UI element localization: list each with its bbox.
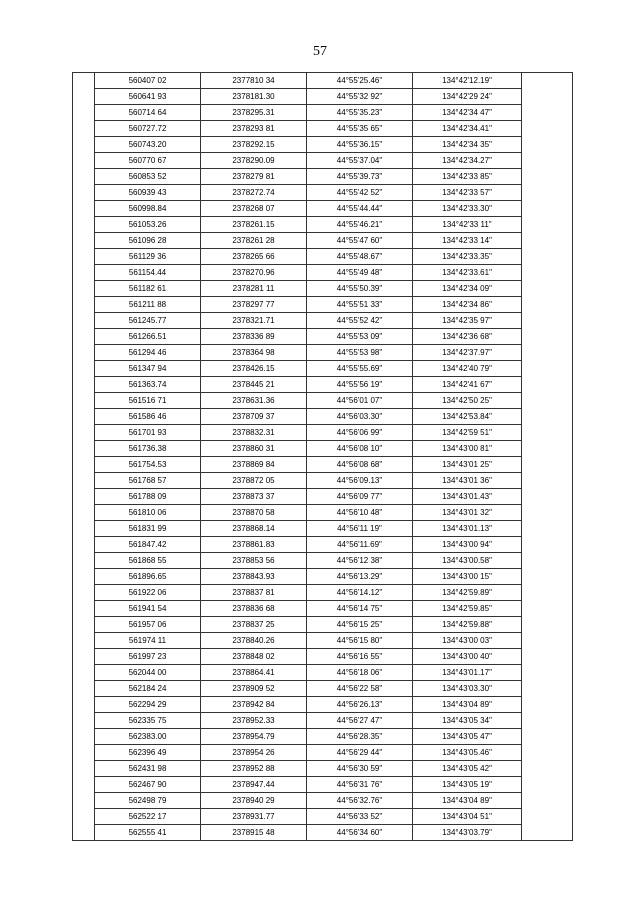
latitude-cell: 44°56'27 47" — [307, 713, 413, 729]
table-row — [73, 201, 573, 217]
longitude-cell: 134°43'05 47" — [413, 729, 522, 745]
latitude-cell: 44°55'44.44" — [307, 201, 413, 217]
longitude-cell: 134°42'33.30" — [413, 201, 522, 217]
table-row — [73, 777, 573, 793]
longitude-cell: 134°43'05 34" — [413, 713, 522, 729]
y-coordinate-cell: 2378947.44 — [201, 777, 307, 793]
longitude-cell: 134°42'40 79" — [413, 361, 522, 377]
table-row — [73, 601, 573, 617]
table-row — [73, 713, 573, 729]
table-row — [73, 361, 573, 377]
x-coordinate-cell: 560407 02 — [95, 73, 201, 89]
longitude-cell: 134°43'05 42" — [413, 761, 522, 777]
latitude-cell: 44°56'22 58" — [307, 681, 413, 697]
x-coordinate-cell: 561266.51 — [95, 329, 201, 345]
longitude-cell: 134°43'04 51" — [413, 809, 522, 825]
x-coordinate-cell: 561768 57 — [95, 473, 201, 489]
y-coordinate-cell: 2378861.83 — [201, 537, 307, 553]
x-coordinate-cell: 561957 06 — [95, 617, 201, 633]
latitude-cell: 44°55'56 19" — [307, 377, 413, 393]
latitude-cell: 44°56'12 38" — [307, 553, 413, 569]
longitude-cell: 134°43'03.30" — [413, 681, 522, 697]
latitude-cell: 44°56'15 80" — [307, 633, 413, 649]
y-coordinate-cell: 2378281 11 — [201, 281, 307, 297]
longitude-cell: 134°43'05.46" — [413, 745, 522, 761]
x-coordinate-cell: 561922 06 — [95, 585, 201, 601]
x-coordinate-cell: 561941 54 — [95, 601, 201, 617]
y-coordinate-cell: 2378181.30 — [201, 89, 307, 105]
x-coordinate-cell: 562044 00 — [95, 665, 201, 681]
table-row — [73, 153, 573, 169]
x-coordinate-cell: 561847.42 — [95, 537, 201, 553]
x-coordinate-cell: 562396 49 — [95, 745, 201, 761]
x-coordinate-cell: 562467 90 — [95, 777, 201, 793]
table-row — [73, 729, 573, 745]
table-row — [73, 633, 573, 649]
latitude-cell: 44°56'33 52" — [307, 809, 413, 825]
x-coordinate-cell: 561736.38 — [95, 441, 201, 457]
longitude-cell: 134°42'29 24" — [413, 89, 522, 105]
latitude-cell: 44°56'11.69" — [307, 537, 413, 553]
longitude-cell: 134°42'34 35" — [413, 137, 522, 153]
latitude-cell: 44°56'03.30" — [307, 409, 413, 425]
table-row — [73, 825, 573, 841]
table-row — [73, 329, 573, 345]
y-coordinate-cell: 2378268 07 — [201, 201, 307, 217]
longitude-cell: 134°42'33 85" — [413, 169, 522, 185]
x-coordinate-cell: 560727.72 — [95, 121, 201, 137]
longitude-cell: 134°43'00 94" — [413, 537, 522, 553]
latitude-cell: 44°56'15 25" — [307, 617, 413, 633]
y-coordinate-cell: 2378321.71 — [201, 313, 307, 329]
x-coordinate-cell: 562335 75 — [95, 713, 201, 729]
x-coordinate-cell: 561211 88 — [95, 297, 201, 313]
longitude-cell: 134°43'00 81" — [413, 441, 522, 457]
x-coordinate-cell: 561245.77 — [95, 313, 201, 329]
y-coordinate-cell: 2378868.14 — [201, 521, 307, 537]
x-coordinate-cell: 561129 36 — [95, 249, 201, 265]
y-coordinate-cell: 2378915 48 — [201, 825, 307, 841]
y-coordinate-cell: 2378279 81 — [201, 169, 307, 185]
longitude-cell: 134°42'53.84" — [413, 409, 522, 425]
latitude-cell: 44°56'14 75" — [307, 601, 413, 617]
x-coordinate-cell: 562431 98 — [95, 761, 201, 777]
longitude-cell: 134°43'00.58" — [413, 553, 522, 569]
y-coordinate-cell: 2378843.93 — [201, 569, 307, 585]
longitude-cell: 134°42'34 09" — [413, 281, 522, 297]
y-coordinate-cell: 2378297 77 — [201, 297, 307, 313]
y-coordinate-cell: 2378290.09 — [201, 153, 307, 169]
x-coordinate-cell: 561974 11 — [95, 633, 201, 649]
table-row — [73, 473, 573, 489]
y-coordinate-cell: 2378631.36 — [201, 393, 307, 409]
table-row — [73, 249, 573, 265]
latitude-cell: 44°55'47 60" — [307, 233, 413, 249]
y-coordinate-cell: 2378840.26 — [201, 633, 307, 649]
x-coordinate-cell: 561810 06 — [95, 505, 201, 521]
y-coordinate-cell: 2378870 58 — [201, 505, 307, 521]
y-coordinate-cell: 2378364 98 — [201, 345, 307, 361]
y-coordinate-cell: 2378295.31 — [201, 105, 307, 121]
y-coordinate-cell: 2378426.15 — [201, 361, 307, 377]
y-coordinate-cell: 2378265 66 — [201, 249, 307, 265]
latitude-cell: 44°55'49 48" — [307, 265, 413, 281]
latitude-cell: 44°56'29 44" — [307, 745, 413, 761]
x-coordinate-cell: 561182 61 — [95, 281, 201, 297]
table-row — [73, 505, 573, 521]
latitude-cell: 44°56'09 77" — [307, 489, 413, 505]
table-row — [73, 313, 573, 329]
y-coordinate-cell: 2378872 05 — [201, 473, 307, 489]
y-coordinate-cell: 2378931.77 — [201, 809, 307, 825]
table-row — [73, 89, 573, 105]
y-coordinate-cell: 2378952.33 — [201, 713, 307, 729]
table-row — [73, 185, 573, 201]
table-row — [73, 681, 573, 697]
latitude-cell: 44°55'35 65" — [307, 121, 413, 137]
y-coordinate-cell: 2377810 34 — [201, 73, 307, 89]
latitude-cell: 44°55'42 52" — [307, 185, 413, 201]
x-coordinate-cell: 561096 28 — [95, 233, 201, 249]
table-row — [73, 345, 573, 361]
y-coordinate-cell: 2378293 81 — [201, 121, 307, 137]
y-coordinate-cell: 2378869 84 — [201, 457, 307, 473]
table-row — [73, 281, 573, 297]
table-row — [73, 793, 573, 809]
coordinates-table — [72, 72, 573, 841]
x-coordinate-cell: 562498 79 — [95, 793, 201, 809]
x-coordinate-cell: 562294 29 — [95, 697, 201, 713]
x-coordinate-cell: 562184 24 — [95, 681, 201, 697]
longitude-cell: 134°42'36 68" — [413, 329, 522, 345]
table-row — [73, 425, 573, 441]
x-coordinate-cell: 561831 99 — [95, 521, 201, 537]
latitude-cell: 44°55'35.23" — [307, 105, 413, 121]
longitude-cell: 134°42'33.35" — [413, 249, 522, 265]
longitude-cell: 134°42'34.27" — [413, 153, 522, 169]
latitude-cell: 44°56'16 55" — [307, 649, 413, 665]
longitude-cell: 134°42'33 14" — [413, 233, 522, 249]
x-coordinate-cell: 562522 17 — [95, 809, 201, 825]
longitude-cell: 134°43'01.17" — [413, 665, 522, 681]
longitude-cell: 134°42'33 11" — [413, 217, 522, 233]
x-coordinate-cell: 561997 23 — [95, 649, 201, 665]
latitude-cell: 44°55'53 09" — [307, 329, 413, 345]
table-row — [73, 809, 573, 825]
table-row — [73, 169, 573, 185]
table-row — [73, 569, 573, 585]
longitude-cell: 134°42'34 86" — [413, 297, 522, 313]
y-coordinate-cell: 2378292.15 — [201, 137, 307, 153]
latitude-cell: 44°56'06 99" — [307, 425, 413, 441]
y-coordinate-cell: 2378942 84 — [201, 697, 307, 713]
longitude-cell: 134°43'00 03" — [413, 633, 522, 649]
table-row — [73, 521, 573, 537]
latitude-cell: 44°56'26.13" — [307, 697, 413, 713]
y-coordinate-cell: 2378848 02 — [201, 649, 307, 665]
y-coordinate-cell: 2378261 28 — [201, 233, 307, 249]
longitude-cell: 134°43'00 15" — [413, 569, 522, 585]
latitude-cell: 44°56'34 60" — [307, 825, 413, 841]
longitude-cell: 134°43'01.43" — [413, 489, 522, 505]
x-coordinate-cell: 560641 93 — [95, 89, 201, 105]
longitude-cell: 134°42'35 97" — [413, 313, 522, 329]
longitude-cell: 134°42'59.89" — [413, 585, 522, 601]
latitude-cell: 44°56'08 68" — [307, 457, 413, 473]
x-coordinate-cell: 560714 64 — [95, 105, 201, 121]
y-coordinate-cell: 2378909 52 — [201, 681, 307, 697]
table-row — [73, 665, 573, 681]
y-coordinate-cell: 2378272.74 — [201, 185, 307, 201]
y-coordinate-cell: 2378952 88 — [201, 761, 307, 777]
table-row — [73, 265, 573, 281]
x-coordinate-cell: 560853 52 — [95, 169, 201, 185]
longitude-cell: 134°43'00 40" — [413, 649, 522, 665]
table-row — [73, 393, 573, 409]
right-notes-column — [522, 73, 573, 841]
latitude-cell: 44°56'11 19" — [307, 521, 413, 537]
x-coordinate-cell: 561516 71 — [95, 393, 201, 409]
latitude-cell: 44°56'08 10" — [307, 441, 413, 457]
x-coordinate-cell: 562555 41 — [95, 825, 201, 841]
table-row — [73, 585, 573, 601]
latitude-cell: 44°55'37.04" — [307, 153, 413, 169]
longitude-cell: 134°42'33.61" — [413, 265, 522, 281]
table-row — [73, 441, 573, 457]
longitude-cell: 134°43'03.79" — [413, 825, 522, 841]
x-coordinate-cell: 561363.74 — [95, 377, 201, 393]
latitude-cell: 44°55'36.15" — [307, 137, 413, 153]
x-coordinate-cell: 562383.00 — [95, 729, 201, 745]
table-row — [73, 217, 573, 233]
y-coordinate-cell: 2378837 25 — [201, 617, 307, 633]
longitude-cell: 134°43'01 25" — [413, 457, 522, 473]
latitude-cell: 44°56'10 48" — [307, 505, 413, 521]
x-coordinate-cell: 561294 46 — [95, 345, 201, 361]
x-coordinate-cell: 561053.26 — [95, 217, 201, 233]
table-row — [73, 761, 573, 777]
latitude-cell: 44°55'25.46" — [307, 73, 413, 89]
longitude-cell: 134°42'34 47" — [413, 105, 522, 121]
x-coordinate-cell: 561701 93 — [95, 425, 201, 441]
y-coordinate-cell: 2378837 81 — [201, 585, 307, 601]
x-coordinate-cell: 560939 43 — [95, 185, 201, 201]
latitude-cell: 44°56'28.35" — [307, 729, 413, 745]
latitude-cell: 44°55'52 42" — [307, 313, 413, 329]
latitude-cell: 44°55'46.21" — [307, 217, 413, 233]
table-row — [73, 745, 573, 761]
longitude-cell: 134°43'04 89" — [413, 697, 522, 713]
y-coordinate-cell: 2378709 37 — [201, 409, 307, 425]
x-coordinate-cell: 561154.44 — [95, 265, 201, 281]
longitude-cell: 134°43'04 89" — [413, 793, 522, 809]
latitude-cell: 44°55'53 98" — [307, 345, 413, 361]
latitude-cell: 44°56'09.13" — [307, 473, 413, 489]
x-coordinate-cell: 560998.84 — [95, 201, 201, 217]
longitude-cell: 134°43'01.13" — [413, 521, 522, 537]
latitude-cell: 44°56'18 06" — [307, 665, 413, 681]
page-number: 57 — [313, 44, 327, 59]
longitude-cell: 134°42'12.19" — [413, 73, 522, 89]
y-coordinate-cell: 2378270.96 — [201, 265, 307, 281]
latitude-cell: 44°56'01 07" — [307, 393, 413, 409]
x-coordinate-cell: 561868 55 — [95, 553, 201, 569]
table-row — [73, 409, 573, 425]
y-coordinate-cell: 2378940 29 — [201, 793, 307, 809]
x-coordinate-cell: 561896.65 — [95, 569, 201, 585]
longitude-cell: 134°43'05 19" — [413, 777, 522, 793]
latitude-cell: 44°55'51 33" — [307, 297, 413, 313]
table-row — [73, 297, 573, 313]
longitude-cell: 134°42'34.41" — [413, 121, 522, 137]
latitude-cell: 44°55'55.69" — [307, 361, 413, 377]
table-row — [73, 553, 573, 569]
x-coordinate-cell: 560770 67 — [95, 153, 201, 169]
table-row — [73, 649, 573, 665]
latitude-cell: 44°56'14.12" — [307, 585, 413, 601]
table-row — [73, 457, 573, 473]
y-coordinate-cell: 2378954 26 — [201, 745, 307, 761]
x-coordinate-cell: 561586 46 — [95, 409, 201, 425]
longitude-cell: 134°42'59.88" — [413, 617, 522, 633]
x-coordinate-cell: 561788 09 — [95, 489, 201, 505]
y-coordinate-cell: 2378873 37 — [201, 489, 307, 505]
table-row — [73, 121, 573, 137]
table-row — [73, 233, 573, 249]
y-coordinate-cell: 2378853 56 — [201, 553, 307, 569]
longitude-cell: 134°43'01 32" — [413, 505, 522, 521]
latitude-cell: 44°55'50.39" — [307, 281, 413, 297]
latitude-cell: 44°55'39.73" — [307, 169, 413, 185]
longitude-cell: 134°42'59.85" — [413, 601, 522, 617]
longitude-cell: 134°42'41 67" — [413, 377, 522, 393]
latitude-cell: 44°56'30 59" — [307, 761, 413, 777]
y-coordinate-cell: 2378832.31 — [201, 425, 307, 441]
latitude-cell: 44°56'31 76" — [307, 777, 413, 793]
longitude-cell: 134°42'50 25" — [413, 393, 522, 409]
table-row — [73, 105, 573, 121]
table-row — [73, 697, 573, 713]
x-coordinate-cell: 561754.53 — [95, 457, 201, 473]
x-coordinate-cell: 561347 94 — [95, 361, 201, 377]
left-margin-column — [73, 73, 95, 841]
y-coordinate-cell: 2378860 31 — [201, 441, 307, 457]
longitude-cell: 134°42'59 51" — [413, 425, 522, 441]
y-coordinate-cell: 2378336 89 — [201, 329, 307, 345]
longitude-cell: 134°43'01 36" — [413, 473, 522, 489]
table-row — [73, 537, 573, 553]
y-coordinate-cell: 2378864.41 — [201, 665, 307, 681]
longitude-cell: 134°42'33 57" — [413, 185, 522, 201]
y-coordinate-cell: 2378836 68 — [201, 601, 307, 617]
table-row — [73, 137, 573, 153]
table-row — [73, 73, 573, 89]
latitude-cell: 44°55'48.67" — [307, 249, 413, 265]
table-row — [73, 377, 573, 393]
latitude-cell: 44°55'32 92" — [307, 89, 413, 105]
y-coordinate-cell: 2378954.79 — [201, 729, 307, 745]
y-coordinate-cell: 2378445 21 — [201, 377, 307, 393]
x-coordinate-cell: 560743.20 — [95, 137, 201, 153]
table-row — [73, 489, 573, 505]
latitude-cell: 44°56'32.76" — [307, 793, 413, 809]
latitude-cell: 44°56'13.29" — [307, 569, 413, 585]
table-row — [73, 617, 573, 633]
y-coordinate-cell: 2378261.15 — [201, 217, 307, 233]
longitude-cell: 134°42'37.97" — [413, 345, 522, 361]
